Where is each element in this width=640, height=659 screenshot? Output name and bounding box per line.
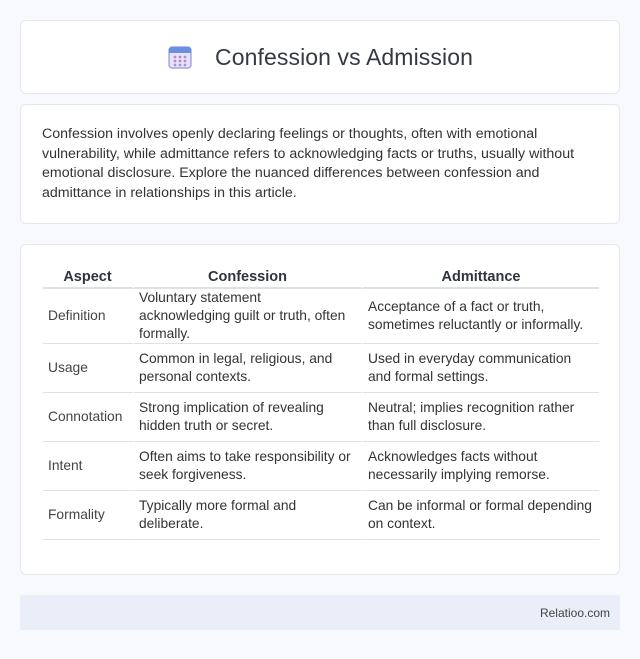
admittance-cell: Acceptance of a fact or truth, sometimes reluctantly or informally. [363,289,599,344]
table-row [43,393,599,442]
aspect-cell: Usage [43,344,134,393]
aspect-cell: Intent [43,442,134,491]
confession-cell: Voluntary statement acknowledging guilt or truth, often formally. [134,289,363,344]
table-row [43,491,599,540]
admittance-cell: Used in everyday communication and formal settings. [363,344,599,393]
header-confession: Confession [134,265,363,289]
comparison-table-card [20,244,620,575]
aspect-cell: Connotation [43,393,134,442]
title-card [20,20,620,94]
confession-cell: Strong implication of revealing hidden truth or secret. [134,393,363,442]
confession-cell: Typically more formal and deliberate. [134,491,363,540]
confession-cell: Often aims to take responsibility or seek forgiveness. [134,442,363,491]
confession-cell: Common in legal, religious, and personal contexts. [134,344,363,393]
intro-card [20,104,620,224]
page-title: Confession vs Admission [215,43,473,70]
calendar-icon [167,44,193,70]
title-wrap [167,44,473,71]
admittance-cell: Can be informal or formal depending on context. [363,491,599,540]
table-row [43,344,599,393]
table-header-row [43,265,599,289]
aspect-cell: Formality [43,491,134,540]
intro-paragraph: Confession involves openly declaring feelings or thoughts, often with emotional vulnerability, while admittance refers to acknowledging facts or truths, usually without emotional disclosure. Explore the nuanced differences between confession and admittance in relationships in this article. [42,126,575,201]
header-aspect: Aspect [43,265,134,289]
footer-site-name: Relatioo.com [539,605,610,620]
aspect-cell: Definition [43,289,134,344]
header-admittance: Admittance [363,265,599,289]
comparison-table [43,265,599,540]
table-row [43,289,599,344]
footer-bar [20,595,620,630]
admittance-cell: Acknowledges facts without necessarily implying remorse. [363,442,599,491]
admittance-cell: Neutral; implies recognition rather than full disclosure. [363,393,599,442]
table-row [43,442,599,491]
